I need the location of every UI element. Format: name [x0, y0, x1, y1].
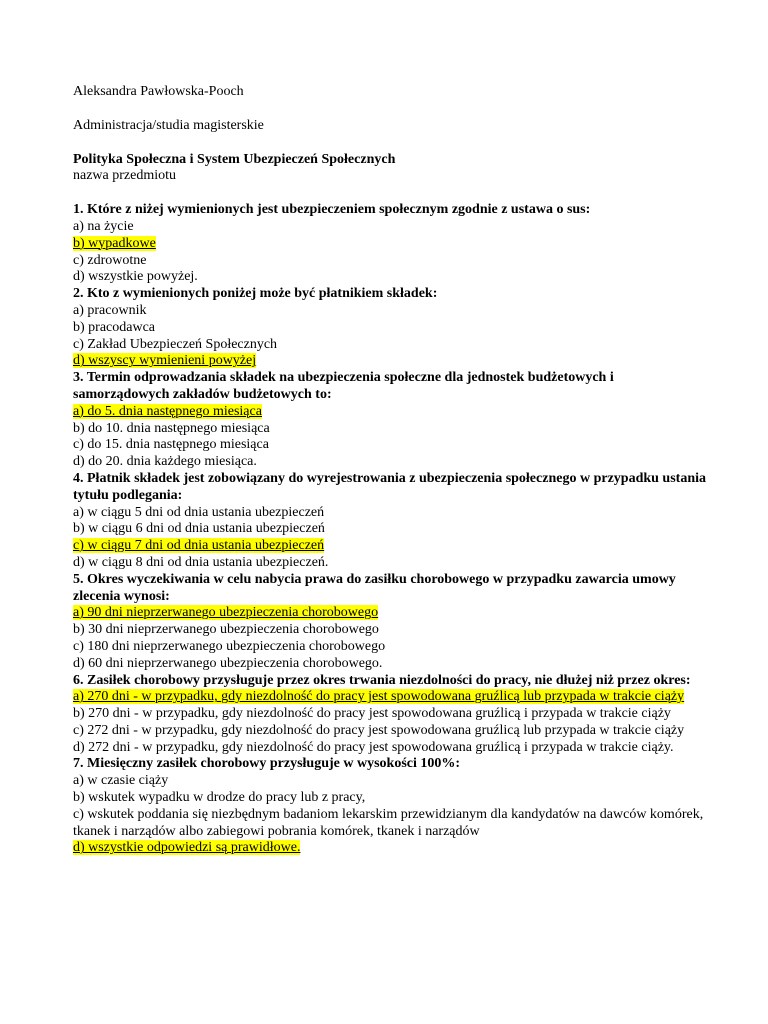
- answer-text: b) wskutek wypadku w drodze do pracy lub z pracy,: [73, 790, 366, 806]
- answer-text: b) 270 dni - w przypadku, gdy niezdolność do pracy jest spowodowana gruźlicą i przypada w trakcie ciąży: [73, 706, 671, 722]
- answer-option: [73, 521, 713, 538]
- spacer: [73, 185, 713, 202]
- answer-text: d) wszystkie odpowiedzi są prawidłowe.: [73, 840, 301, 856]
- question-title: 4. Płatnik składek jest zobowiązany do wyrejestrowania z ubezpieczenia społecznego w przypadku ustania tytułu podlegania:: [73, 470, 706, 503]
- answer-text: a) 90 dni nieprzerwanego ubezpieczenia chorobowego: [73, 605, 379, 621]
- answer-text: d) w ciągu 8 dni od dnia ustania ubezpieczeń.: [73, 554, 329, 570]
- answer-text: a) do 5. dnia następnego miesiąca: [73, 403, 262, 419]
- author-name: Aleksandra Pawłowska-Pooch: [73, 84, 244, 99]
- document-page: [73, 84, 713, 857]
- answer-option: [73, 269, 713, 286]
- answer-option: [73, 253, 713, 270]
- course-title: Polityka Społeczna i System Ubezpieczeń Społecznych: [73, 151, 396, 167]
- correct-answer-option: [73, 840, 713, 857]
- correct-answer-option: [73, 538, 713, 555]
- answer-text: d) do 20. dnia każdego miesiąca.: [73, 454, 257, 470]
- answer-text: c) zdrowotne: [73, 252, 147, 268]
- question-block: [73, 202, 713, 286]
- correct-answer-option: [73, 689, 713, 706]
- answer-option: [73, 454, 713, 471]
- answer-option: [73, 303, 713, 320]
- answer-text: d) 272 dni - w przypadku, gdy niezdolność do pracy jest spowodowana gruźlicą i przypada w trakcie ciąży.: [73, 739, 674, 755]
- answer-option: [73, 505, 713, 522]
- answer-option: [73, 437, 713, 454]
- answer-text: b) do 10. dnia następnego miesiąca: [73, 420, 270, 436]
- answer-option: [73, 337, 713, 354]
- answer-option: [73, 622, 713, 639]
- question-title: 5. Okres wyczekiwania w celu nabycia prawa do zasiłku chorobowego w przypadku zawarcia umowy zlecenia wynosi:: [73, 571, 676, 604]
- answer-text: c) do 15. dnia następnego miesiąca: [73, 437, 269, 453]
- answer-option: [73, 555, 713, 572]
- answer-option: [73, 740, 713, 757]
- answer-option: [73, 706, 713, 723]
- question-title: 1. Które z niżej wymienionych jest ubezpieczeniem społecznym zgodnie z ustawa o sus:: [73, 202, 591, 218]
- answer-text: a) w czasie ciąży: [73, 773, 169, 789]
- course-caption: nazwa przedmiotu: [73, 168, 177, 184]
- question-list: [73, 202, 713, 857]
- answer-option: [73, 790, 713, 807]
- answer-text: b) 30 dni nieprzerwanego ubezpieczenia chorobowego: [73, 622, 379, 638]
- question-title: 3. Termin odprowadzania składek na ubezpieczenia społeczne dla jednostek budżetowych i samorządowych zakładów budżetowych to:: [73, 370, 614, 402]
- question-block: [73, 673, 713, 757]
- answer-text: a) pracownik: [73, 302, 147, 318]
- question-block: [73, 756, 713, 857]
- question-block: [73, 471, 713, 572]
- answer-text: c) wskutek poddania się niezbędnym badaniom lekarskim przewidzianym dla kandydatów na dawców komórek, tkanek i narządów albo zabiegowi pobrania komórek, tkanek i narządów: [73, 806, 704, 839]
- spacer: [73, 135, 713, 152]
- answer-text: a) w ciągu 5 dni od dnia ustania ubezpieczeń: [73, 504, 325, 520]
- question-block: [73, 572, 713, 673]
- question-title: 6. Zasiłek chorobowy przysługuje przez okres trwania niezdolności do pracy, nie dłużej niż przez okres:: [73, 672, 691, 688]
- answer-text: b) w ciągu 6 dni od dnia ustania ubezpieczeń: [73, 521, 325, 537]
- spacer: [73, 101, 713, 118]
- answer-text: c) 272 dni - w przypadku, gdy niezdolność do pracy jest spowodowana gruźlicą lub przypada w trakcie ciąży: [73, 722, 685, 738]
- answer-text: c) Zakład Ubezpieczeń Społecznych: [73, 336, 278, 352]
- answer-text: b) wypadkowe: [73, 235, 156, 251]
- answer-text: b) pracodawca: [73, 319, 156, 335]
- answer-option: [73, 639, 713, 656]
- answer-option: [73, 723, 713, 740]
- answer-text: a) na życie: [73, 218, 134, 234]
- answer-text: d) wszyscy wymienieni powyżej: [73, 353, 257, 369]
- answer-option: [73, 421, 713, 438]
- answer-text: d) 60 dni nieprzerwanego ubezpieczenia chorobowego.: [73, 655, 383, 671]
- answer-option: [73, 320, 713, 337]
- program-name: Administracja/studia magisterskie: [73, 117, 264, 133]
- correct-answer-option: [73, 605, 713, 622]
- answer-text: c) 180 dni nieprzerwanego ubezpieczenia chorobowego: [73, 638, 386, 654]
- answer-option: [73, 219, 713, 236]
- question-title: 2. Kto z wymienionych poniżej może być płatnikiem składek:: [73, 286, 438, 302]
- correct-answer-option: [73, 353, 713, 370]
- correct-answer-option: [73, 404, 713, 421]
- question-block: [73, 286, 713, 370]
- answer-text: d) wszystkie powyżej.: [73, 269, 198, 285]
- question-block: [73, 370, 713, 471]
- question-title: 7. Miesięczny zasiłek chorobowy przysługuje w wysokości 100%:: [73, 756, 461, 772]
- answer-option: [73, 656, 713, 673]
- answer-text: a) 270 dni - w przypadku, gdy niezdolność do pracy jest spowodowana gruźlicą lub przypada w trakcie ciąży: [73, 689, 685, 705]
- answer-text: c) w ciągu 7 dni od dnia ustania ubezpieczeń: [73, 538, 325, 554]
- answer-option: [73, 807, 713, 841]
- answer-option: [73, 773, 713, 790]
- correct-answer-option: [73, 236, 713, 253]
